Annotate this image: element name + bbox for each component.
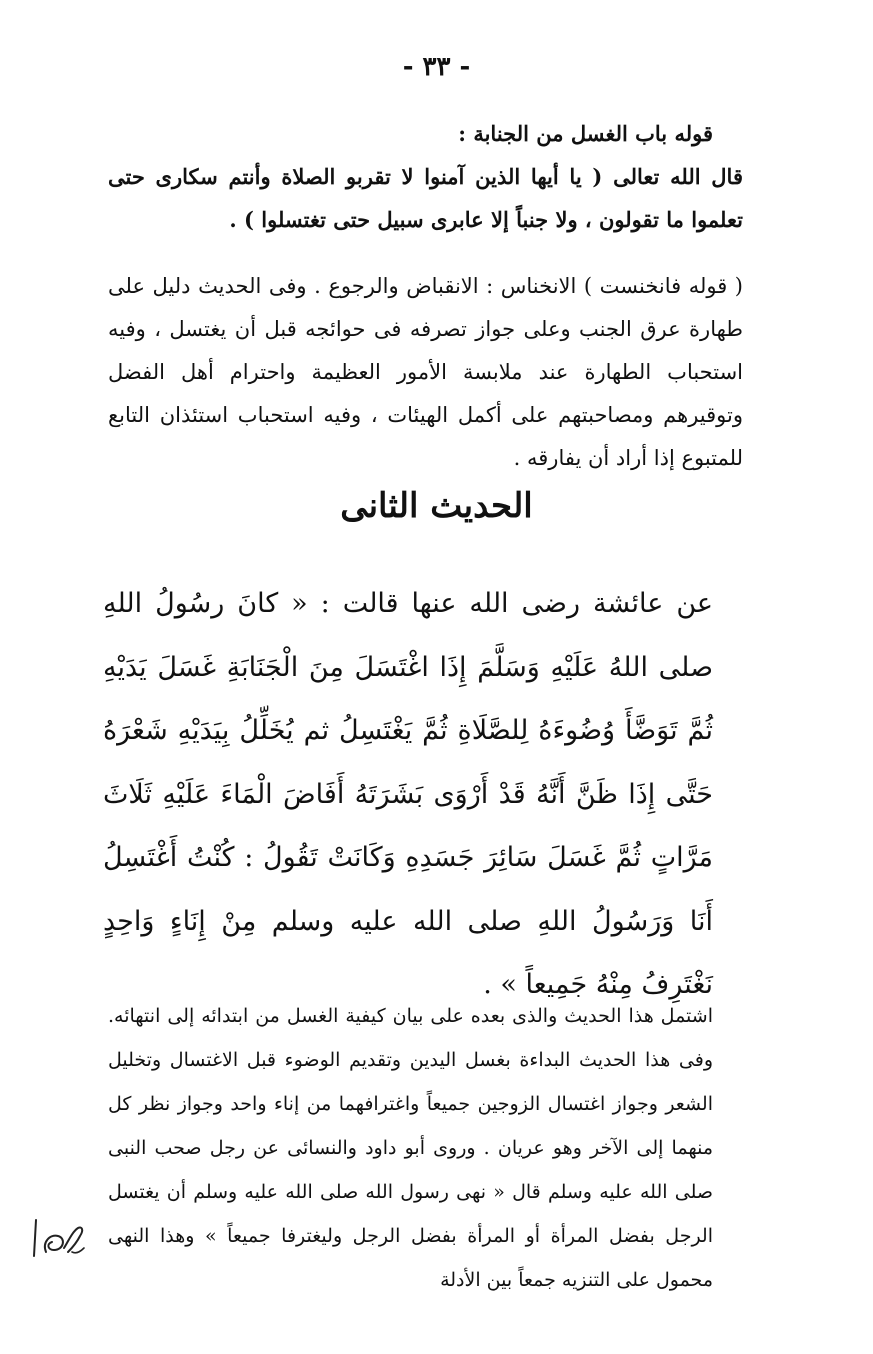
explanation-text: اشتمل هذا الحديث والذى بعده على بيان كيفية الغسل من ابتدائه إلى انتهائه. وفى هذا الحديث البداءة بغسل اليدين وتقديم الوضوء قبل الاغتسال وتخليل الشعر وجواز اغتسال الزوجين جميعاً واغترافهما من إناء واحد وجواز نظر كل منهما إلى الآخر وهو عريان . وروى أبو داود والنسائى عن رجل صحب النبى صلى الله عليه وسلم قال « نهى رسول الله صلى الله عليه وسلم أن يغتسل الرجل بفضل المرأة أو المرأة بفضل الرجل وليغترفا جميعاً » وهذا النهى محمول على التنزيه جمعاً بين الأدلة xyxy=(108,1005,713,1291)
page-number: - ٣٣ - xyxy=(402,52,471,82)
handwritten-mark-icon xyxy=(28,1212,88,1262)
quran-verse: قال الله تعالى ( يا أيها الذين آمنوا لا تقربو الصلاة وأنتم سكارى حتى تعلموا ما تقولون ، ولا جنباً إلا عابرى سبيل حتى تغتسلوا ) . xyxy=(108,164,743,232)
explanation-paragraph xyxy=(108,994,743,1302)
hadith-title: الحديث الثانى xyxy=(340,486,533,526)
hadith-text: عن عائشة رضى الله عنها قالت : « كانَ رسُولُ اللهِ صلى اللهُ عَلَيْهِ وَسَلَّمَ إِذَا اغْتَسَلَ مِنَ الْجَنَابَةِ غَسَلَ يَدَيْهِ ثُمَّ تَوَضَّأَ وُضُوءَهُ لِلصَّلَاةِ ثُمَّ يَغْتَسِلُ ثم يُخَلِّلُ بِيَدَيْهِ شَعْرَهُ حَتَّى إِذَا ظَنَّ أَنَّهُ قَدْ أَرْوَى بَشَرَتَهُ أَفَاضَ الْمَاءَ عَلَيْهِ ثَلَاثَ مَرَّاتٍ ثُمَّ غَسَلَ سَائِرَ جَسَدِهِ وَكَانَتْ تَقُولُ : كُنْتُ أَغْتَسِلُ أَنَا وَرَسُولُ اللهِ صلى الله عليه وسلم مِنْ إِنَاءٍ وَاحِدٍ نَغْتَرِفُ مِنْهُ جَمِيعاً » . xyxy=(103,588,713,1000)
section-heading-block xyxy=(108,112,743,241)
section-heading: قوله باب الغسل من الجنابة : xyxy=(458,121,713,146)
commentary-text: ( قوله فانخنست ) الانخناس : الانقباض والرجوع . وفى الحديث دليل على طهارة عرق الجنب وعلى جواز تصرفه فى حوائجه قبل أن يغتسل ، وفيه استحباب الطهارة عند ملابسة الأمور العظيمة واحترام أهل الفضل وتوقيرهم ومصاحبتهم على أكمل الهيئات ، وفيه استحباب استئذان التابع للمتبوع إذا أراد أن يفارقه . xyxy=(108,274,743,470)
commentary-paragraph xyxy=(108,265,743,480)
hadith-text-block xyxy=(103,572,743,1017)
